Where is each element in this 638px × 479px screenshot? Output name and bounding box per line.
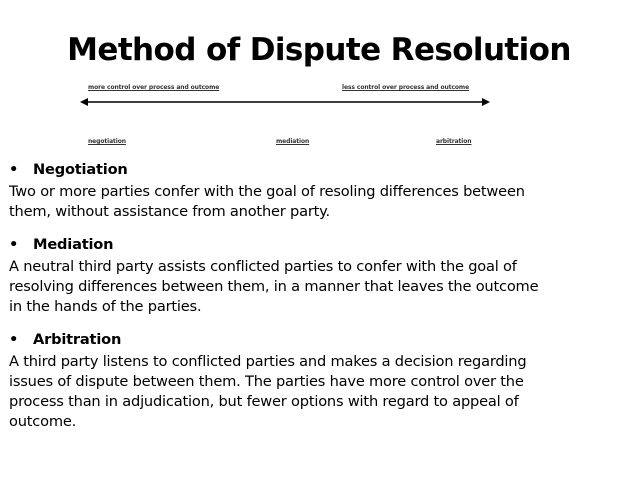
spectrum-right-label: less control over process and outcome — [342, 84, 470, 91]
section-negotiation — [9, 160, 609, 222]
text-line: resolving differences between them, in a manner that leaves the outcome — [9, 278, 539, 295]
section-mediation — [9, 235, 609, 317]
section-heading: Mediation — [33, 236, 114, 253]
bullet-icon: • — [9, 161, 19, 178]
text-line: in the hands of the parties. — [9, 298, 202, 315]
text-line: A third party listens to conflicted parties and makes a decision regarding — [9, 353, 527, 370]
text-line: outcome. — [9, 413, 77, 430]
text-line: them, without assistance from another party. — [9, 203, 330, 220]
section-text — [9, 182, 609, 222]
spectrum-point-negotiation: negotiation — [88, 138, 126, 145]
bullet-icon: • — [9, 331, 19, 348]
spectrum-point-mediation: mediation — [276, 138, 310, 145]
double-arrow-icon — [80, 96, 490, 108]
control-spectrum-diagram — [80, 80, 490, 150]
slide-body — [9, 160, 609, 445]
spectrum-left-label: more control over process and outcome — [88, 84, 220, 91]
bullet-icon: • — [9, 236, 19, 253]
text-line: issues of dispute between them. The parties have more control over the — [9, 373, 524, 390]
text-line: process than in adjudication, but fewer options with regard to appeal of — [9, 393, 519, 410]
section-heading: Negotiation — [33, 161, 128, 178]
section-text — [9, 352, 609, 432]
section-text — [9, 257, 609, 317]
section-arbitration — [9, 330, 609, 432]
spectrum-point-arbitration: arbitration — [436, 138, 472, 145]
text-line: Two or more parties confer with the goal of resoling differences between — [9, 183, 525, 200]
slide-title: Method of Dispute Resolution — [67, 32, 571, 68]
section-heading: Arbitration — [33, 331, 122, 348]
text-line: A neutral third party assists conflicted parties to confer with the goal of — [9, 258, 517, 275]
